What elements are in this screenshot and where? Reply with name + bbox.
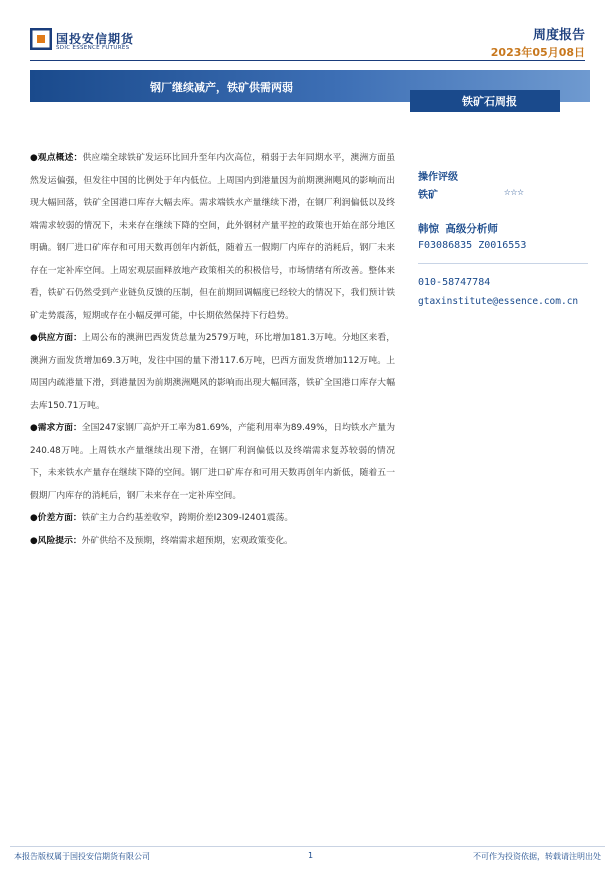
logo-text-en: SDIC ESSENCE FUTURES [56, 45, 130, 51]
logo-text-cn: 国投安信期货 [56, 32, 135, 46]
footer-disclaimer: 不可作为投资依据，转载请注明出处 [473, 852, 601, 861]
paragraph-text: 全国247家钢厂高炉开工率为81.69%，产能利用率为89.49%，日均铁水产量为240.48万吨。上周铁水产量继续出现下滑，在钢厂利润偏低以及终端需求复苏较弱的情况下，未来铁水产量存在继续下降的空间。钢厂进口矿库存和可用天数再创年内新低，随着五一假期厂内库存的消耗后，钢厂未来存在一定补库空间。 [30, 423, 395, 501]
contact-phone: 010-58747784 [418, 277, 491, 288]
footer-divider [10, 846, 605, 847]
rating-stars-icon: ☆☆☆ [504, 185, 524, 198]
report-body [30, 147, 395, 552]
company-logo [30, 28, 180, 58]
report-type: 周度报告 [532, 28, 585, 43]
paragraph-text: 供应端全球铁矿发运环比回升至年内次高位，稍弱于去年同期水平，澳洲方面虽然发运偏强，但发往中国的比例处于年内低位。上周国内到港量因为前期澳洲飓风的影响而出现大幅回落，铁矿全国港口库存大幅去库。需求端铁水产量继续下滑，在钢厂利润偏低以及终端需求较弱的情况下，未来存在继续下降的空间，此外钢材产量平控的政策也开始在部分地区明确。钢厂进口矿库存和可用天数再创年内新低，随着五一假期厂内库存的消耗后，钢厂未来存在一定补库空间。上周宏观层面释放地产政策相关的积极信号，市场情绪有所改善。整体来看，铁矿石仍然受到产业链负反馈的压制，但在前期回调幅度已经较大的情况下，我们预计铁矿走势震荡，短期或存在小幅反弹可能，中长期依然保持下行趋势。 [30, 153, 395, 321]
paragraph-text: 外矿供给不及预期，终端需求超预期，宏观政策变化。 [81, 535, 293, 546]
report-date: 2023年05月08日 [490, 46, 585, 59]
paragraph-label: ●价差方面： [30, 513, 82, 523]
analyst-certificate: F03086835 Z0016553 [418, 240, 527, 251]
footer-copyright: 本报告版权属于国投安信期货有限公司 [14, 852, 150, 861]
header-divider [30, 60, 585, 61]
rating-item: 铁矿 [418, 190, 438, 201]
paragraph-overview [30, 147, 395, 327]
paragraph-label: ●风险提示： [30, 535, 82, 546]
paragraph-supply [30, 327, 395, 417]
paragraph-text: 上周公布的澳洲巴西发货总量为2579万吨，环比增加181.3万吨。分地区来看，澳洲方面发货增加69.3万吨，发往中国的量下滑117.6万吨，巴西方面发货增加112万吨。上周国内疏港量下滑，到港量因为前期澳洲飓风的影响而出现大幅回落，铁矿全国港口库存大幅去库150.71万吨。 [30, 333, 395, 411]
paragraph-label: ●供应方面： [30, 333, 82, 343]
sidebar-divider [418, 263, 588, 264]
paragraph-label: ●观点概述： [30, 153, 83, 163]
analyst-name: 韩惊 高级分析师 [418, 223, 498, 235]
logo-mark-icon [30, 28, 52, 50]
paragraph-text: 铁矿主力合约基差收窄，跨期价差I2309-I2401震荡。 [81, 513, 294, 523]
paragraph-spread [30, 507, 395, 530]
report-tag-label: 铁矿石周报 [462, 95, 517, 108]
contact-email[interactable]: gtaxinstitute@essence.com.cn [418, 296, 579, 307]
paragraph-label: ●需求方面： [30, 423, 82, 433]
rating-title: 操作评级 [418, 172, 458, 183]
paragraph-demand [30, 417, 395, 507]
page-number: 1 [308, 851, 314, 860]
report-title: 钢厂继续减产，铁矿供需两弱 [150, 81, 293, 94]
paragraph-risk [30, 530, 395, 553]
report-tag [410, 90, 560, 112]
